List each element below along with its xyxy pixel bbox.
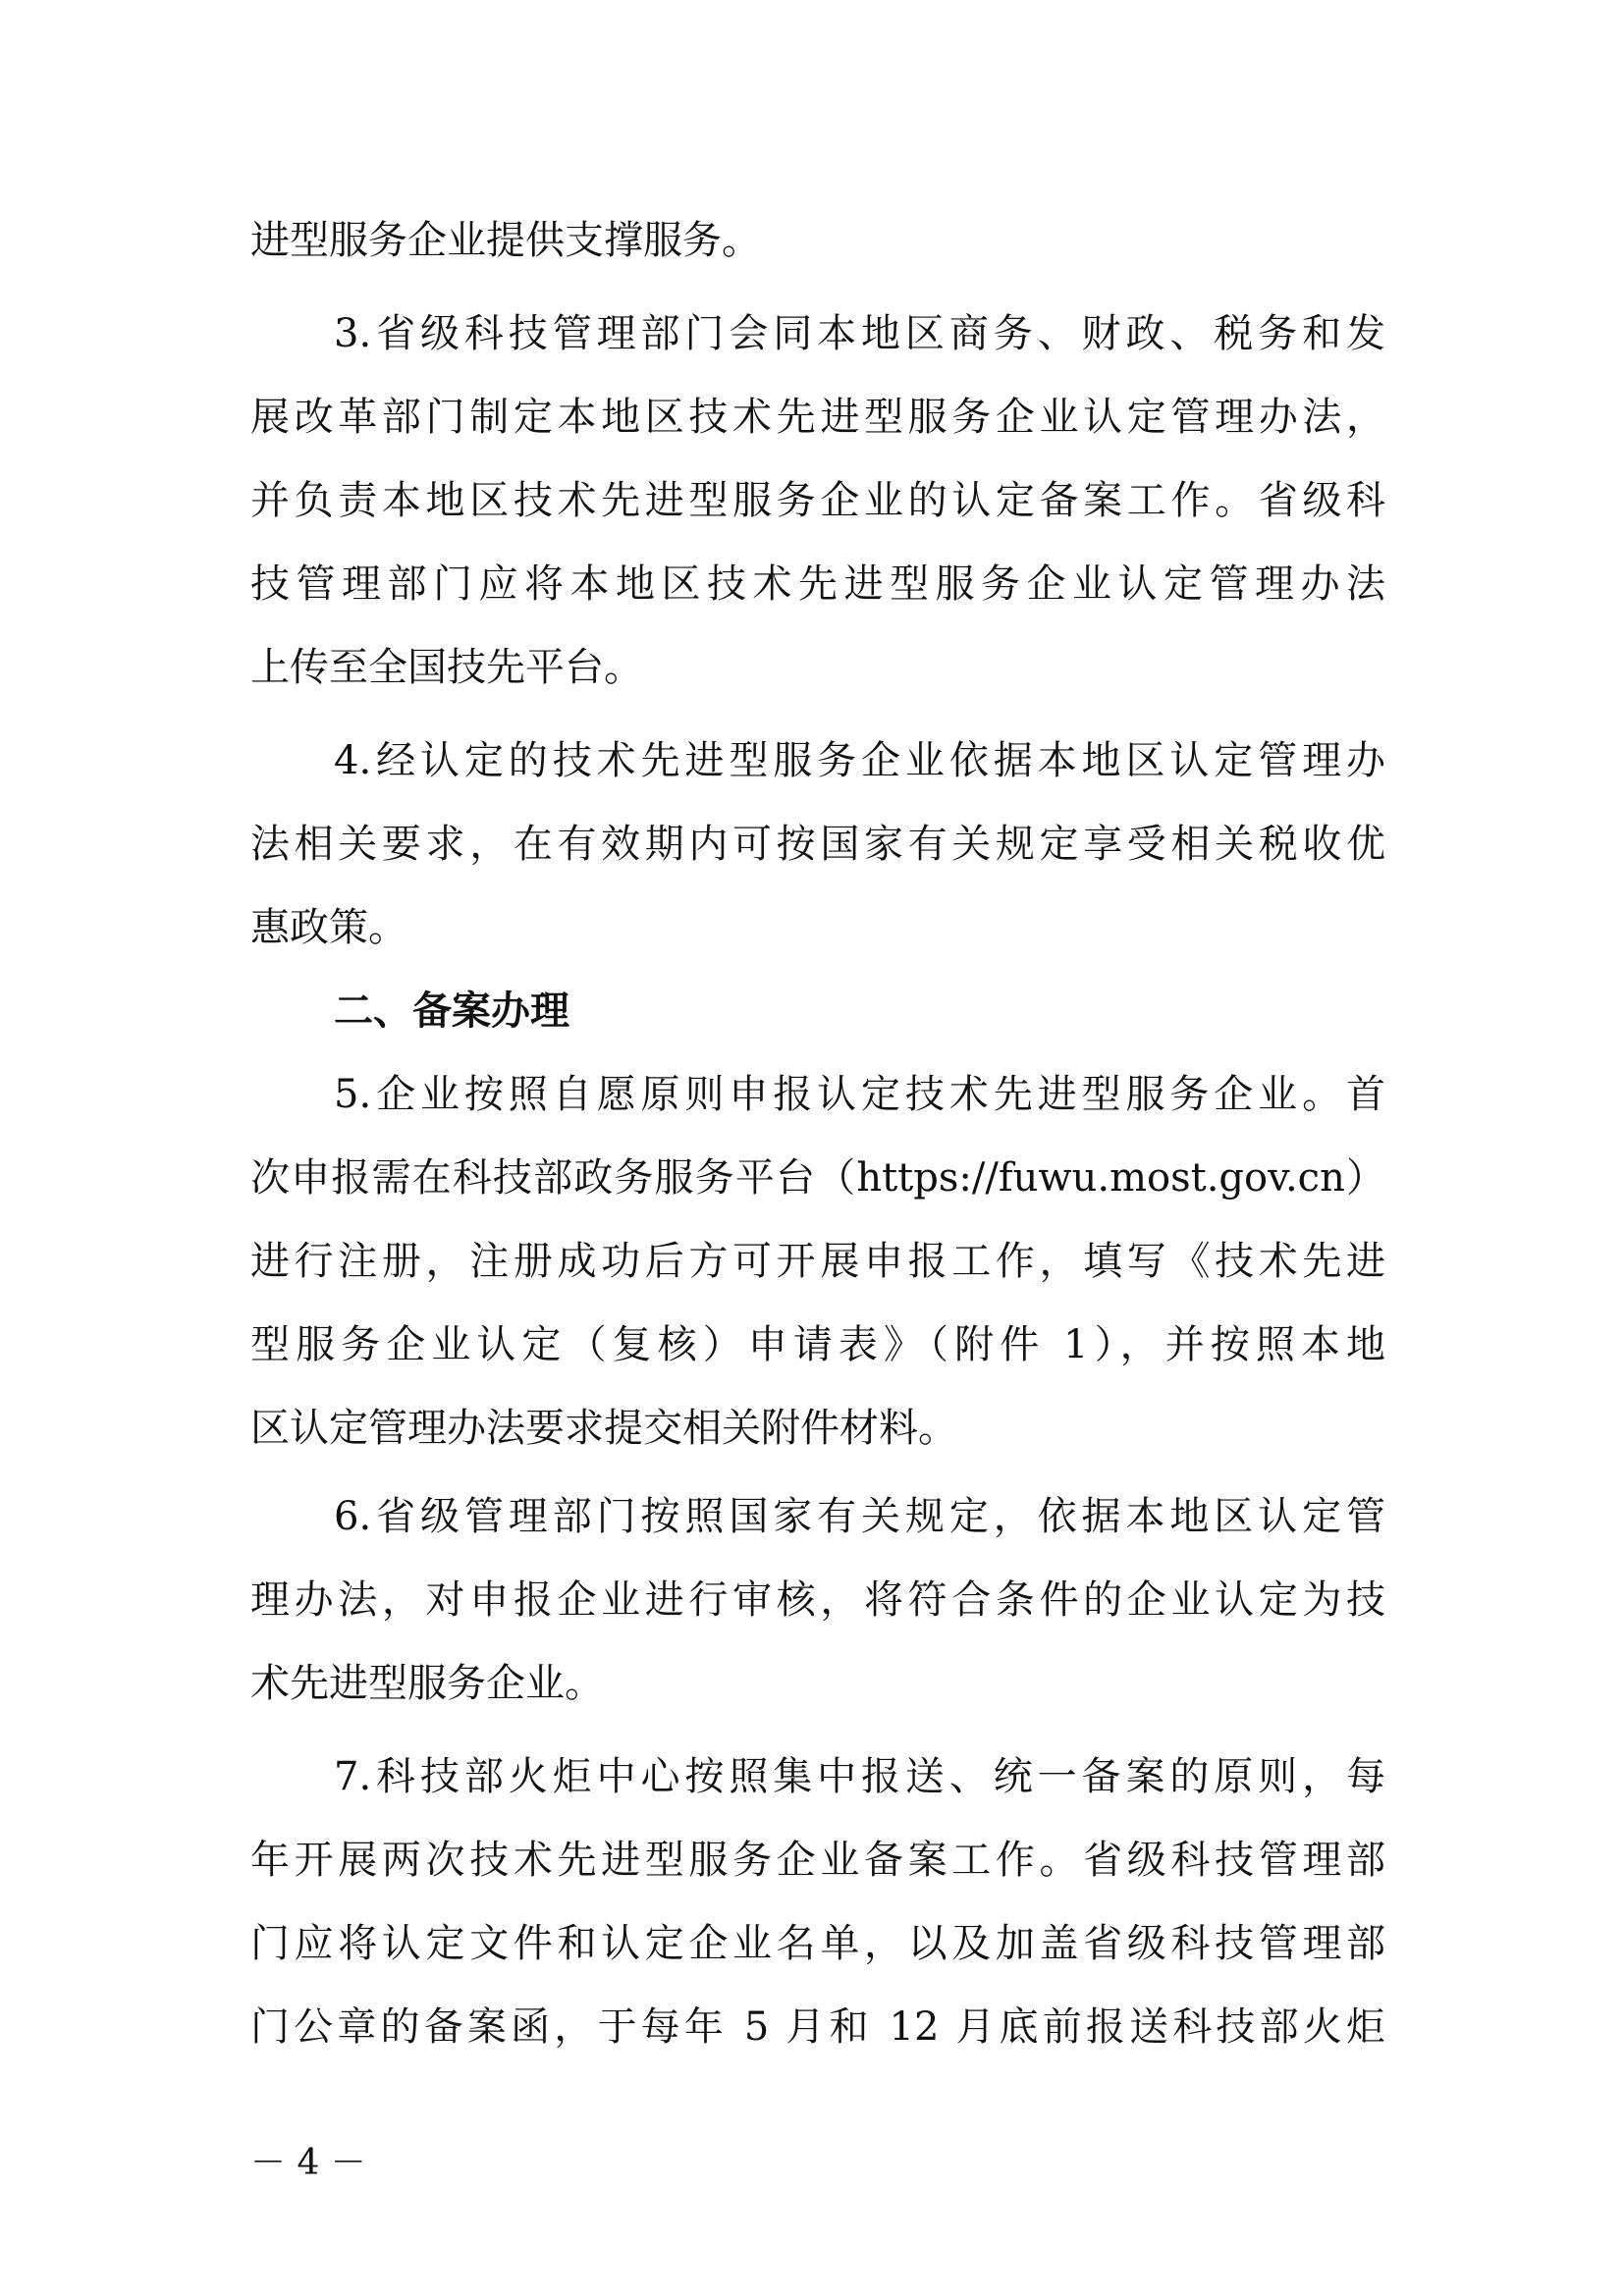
paragraph-line: 惠政策。 bbox=[250, 905, 407, 950]
paragraph-line: 年开展两次技术先进型服务企业备案工作。省级科技管理部 bbox=[250, 1838, 1385, 1883]
paragraph-line: 门公章的备案函，于每年 5 月和 12 月底前报送科技部火炬 bbox=[250, 2004, 1385, 2050]
paragraph-line: 技管理部门应将本地区技术先进型服务企业认定管理办法 bbox=[250, 561, 1385, 607]
section-heading: 二、备案办理 bbox=[334, 988, 569, 1034]
paragraph-line: 进行注册，注册成功后方可开展申报工作，填写《技术先进 bbox=[250, 1239, 1385, 1284]
paragraph-line: 3.省级科技管理部门会同本地区商务、财政、税务和发 bbox=[334, 311, 1385, 356]
paragraph-line: 7.科技部火炬中心按照集中报送、统一备案的原则，每 bbox=[334, 1754, 1385, 1799]
paragraph-line: 术先进型服务企业。 bbox=[250, 1661, 604, 1706]
paragraph-line: 5.企业按照自愿原则申报认定技术先进型服务企业。首 bbox=[334, 1072, 1385, 1117]
paragraph-line: 6.省级管理部门按照国家有关规定，依据本地区认定管 bbox=[334, 1494, 1385, 1539]
paragraph-line: 展改革部门制定本地区技术先进型服务企业认定管理办法， bbox=[250, 395, 1385, 440]
paragraph-line: 法相关要求，在有效期内可按国家有关规定享受相关税收优 bbox=[250, 822, 1385, 867]
paragraph-line: 进型服务企业提供支撑服务。 bbox=[250, 218, 761, 263]
paragraph-line: 次申报需在科技部政务服务平台（https://fuwu.most.gov.cn） bbox=[250, 1155, 1385, 1201]
paragraph-line: 区认定管理办法要求提交相关附件材料。 bbox=[250, 1406, 957, 1451]
paragraph-line: 上传至全国技先平台。 bbox=[250, 645, 643, 690]
paragraph-line: 理办法，对申报企业进行审核，将符合条件的企业认定为技 bbox=[250, 1577, 1385, 1623]
paragraph-line: 型服务企业认定（复核）申请表》（附件 1），并按照本地 bbox=[250, 1322, 1385, 1367]
paragraph-line: 并负责本地区技术先进型服务企业的认定备案工作。省级科 bbox=[250, 478, 1385, 523]
page-number: － 4 － bbox=[250, 2143, 366, 2183]
paragraph-line: 门应将认定文件和认定企业名单，以及加盖省级科技管理部 bbox=[250, 1921, 1385, 1966]
paragraph-line: 4.经认定的技术先进型服务企业依据本地区认定管理办 bbox=[334, 738, 1385, 783]
